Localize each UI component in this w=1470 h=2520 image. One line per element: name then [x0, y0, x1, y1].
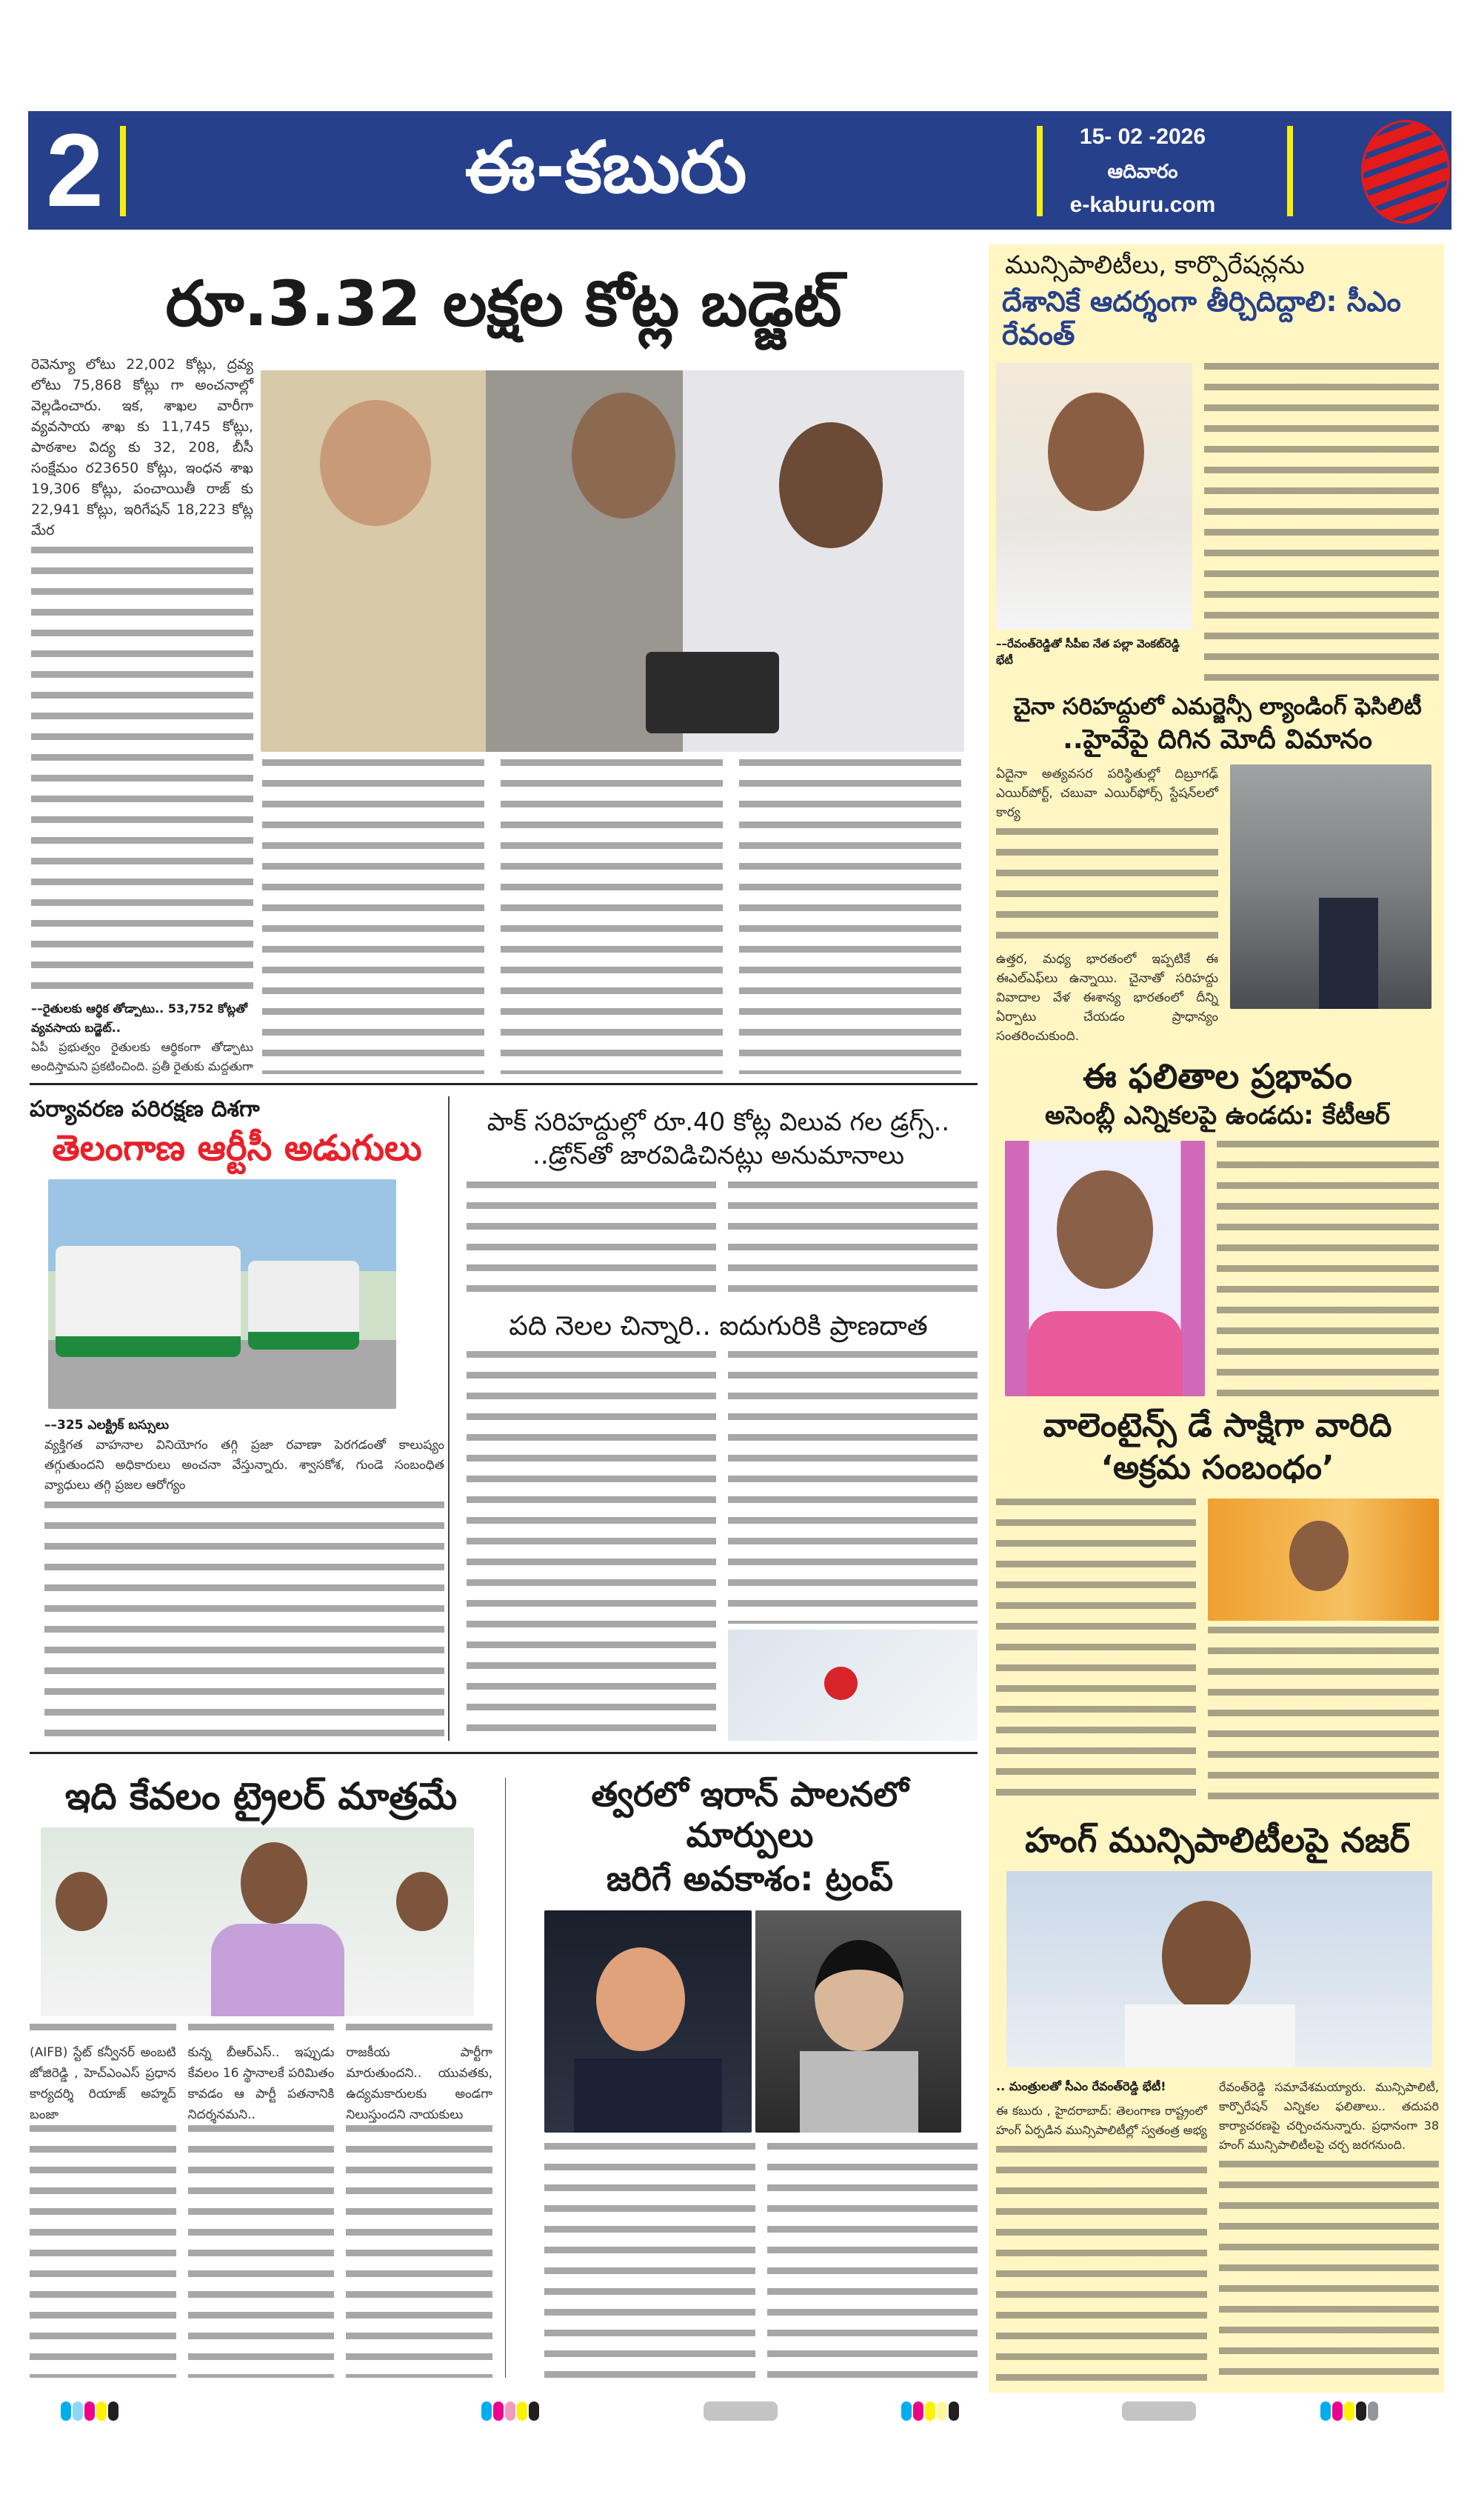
- baby-text: [467, 1351, 716, 1741]
- ktr-subheadline: అసెంబ్లీ ఎన్నికలపై ఉండదు: కేటీఆర్: [1045, 1100, 1390, 1130]
- kavitha-text: [30, 2125, 176, 2378]
- ktr-text: [1217, 1141, 1439, 1396]
- hang-headline: హంగ్ మున్సిపాలిటీలపై నజర్: [1025, 1819, 1410, 1860]
- china-subheadline: ..హైవేపై దిగిన మోదీ విమానం: [1063, 724, 1372, 756]
- valentine-photo: [1208, 1499, 1439, 1621]
- color-swatch: [529, 2401, 539, 2421]
- valentine-headline: వాలెంటైన్స్ డే సాక్షిగా వారిది: [1043, 1407, 1392, 1445]
- revanth-photo: [996, 363, 1192, 630]
- hang-story: [996, 2078, 1439, 2387]
- divider: [30, 1083, 978, 1085]
- drugs-text: [728, 1181, 978, 1300]
- middle-stories: [459, 1107, 978, 1741]
- color-swatch: [96, 2401, 107, 2421]
- color-swatch: [1344, 2401, 1354, 2421]
- china-headline: చైనా సరిహద్దులో ఎమర్జెన్సీ ల్యాండింగ్ ఫెసిలిటీ: [1013, 693, 1422, 720]
- divider: [30, 1752, 978, 1754]
- drugs-story: [459, 1181, 978, 1300]
- kavitha-column-1: (AIFB) స్టేట్ కన్వీనర్ అంబటి జోజిరెడ్డి , హెచ్ఎంఎస్ ప్రధాన కార్యదర్శి రియాజ్ అహ్మద్ బంజా: [30, 2045, 176, 2122]
- color-swatch: [517, 2401, 527, 2421]
- website-link[interactable]: e-kaburu.com: [1069, 193, 1216, 217]
- color-swatch: [1356, 2401, 1366, 2421]
- color-swatch: [1332, 2401, 1343, 2421]
- ktr-headline: ఈ ఫలితాల ప్రభావం: [1083, 1056, 1352, 1097]
- rtc-story: [30, 1096, 444, 1741]
- color-swatch: [949, 2401, 959, 2421]
- color-registration-mark: [1320, 2401, 1380, 2424]
- color-swatch: [1368, 2401, 1378, 2421]
- baby-headline: పది నెలల చిన్నారి.. ఐదుగురికి ప్రాణదాత: [509, 1310, 928, 1341]
- iran-story: [522, 1774, 978, 2378]
- rtc-headline: తెలంగాణ ఆర్టీసీ అడుగులు: [52, 1127, 422, 1169]
- kavitha-text: [188, 2125, 335, 2378]
- china-tail: ఉత్తర, మధ్య భారతంలో ఇప్పటికే ఈ ఈఎల్ఎఫ్‌లు ఉన్నాయి. చైనాతో సరిహద్దు వివాదాల వేళ ఈశాన్య భారతంలో దీన్ని ఏర్పాటు చేయడం ప్రాధాన్యం సంతరించుకుంది.: [996, 952, 1218, 1044]
- color-swatch: [901, 2401, 912, 2421]
- kavitha-text: [346, 2024, 492, 2042]
- color-swatch: [108, 2401, 118, 2421]
- color-swatch: [61, 2401, 71, 2421]
- color-swatch: [925, 2401, 935, 2421]
- valentine-text: [1208, 1627, 1439, 1810]
- drugs-text: [467, 1181, 716, 1300]
- divider: [448, 1096, 450, 1741]
- kavitha-headline: ఇది కేవలం ట్రైలర్ మాత్రమే: [64, 1775, 458, 1818]
- color-swatch: [73, 2401, 83, 2421]
- color-swatch: [937, 2401, 947, 2421]
- iran-subheadline: జరిగే అవకాశం: ట్రంప్: [606, 1859, 894, 1899]
- color-registration-mark: [901, 2401, 960, 2424]
- iran-text: [544, 2143, 755, 2378]
- budget-column: [262, 759, 484, 1074]
- color-swatch: [1320, 2401, 1331, 2421]
- valentine-text: [996, 1499, 1196, 1810]
- iran-photos: [522, 1910, 978, 2133]
- kavitha-columns: [30, 2024, 492, 2378]
- ktr-story: [996, 1141, 1439, 1396]
- page-number: 2: [46, 112, 104, 228]
- budget-text: [31, 547, 253, 993]
- iran-columns: [522, 2143, 978, 2378]
- divider: [1287, 126, 1293, 216]
- kavitha-column-2: కున్న బీఆర్ఎస్.. ఇప్పుడు కేవలం 16 స్థానాలకే పరిమితం కావడం ఆ పార్టీ పతనానికి నిదర్శనమని..: [187, 2045, 335, 2122]
- divider: [505, 1778, 506, 2378]
- hang-caption: .. మంత్రులతో సీఎం రేవంత్‌రెడ్డి భేటీ!: [996, 2079, 1166, 2094]
- gray-mark: [1122, 2401, 1196, 2421]
- china-story: [996, 764, 1439, 1046]
- kavitha-story: [30, 1774, 492, 2378]
- iran-text: [767, 2143, 978, 2378]
- valentine-subheadline: ‘అక్రమ సంబంధం’: [1100, 1449, 1334, 1487]
- color-swatch: [505, 2401, 515, 2421]
- revanth-caption: ––రేవంత్‌రెడ్డితో సీపీఐ నేత పల్లా వెంకట్‌రెడ్డి భేటీ: [996, 636, 1180, 667]
- china-photo: [1230, 764, 1431, 1009]
- date: 15- 02 -2026: [1079, 124, 1206, 149]
- hang-lead: ఈ కబురు , హైదరాబాద్: తెలంగాణ రాష్ట్రంలో హంగ్ ఏర్పడిన మున్సిపాలిటీల్లో స్వతంత్ర అభ్య: [996, 2104, 1207, 2138]
- rtc-lead: వ్యక్తిగత వాహనాల వినియోగం తగ్గి ప్రజా రవాణా పెరగడంతో కాలుష్యం తగ్గుతుందని అధికారులు అంచనా వేస్తున్నారు. శ్వాసకోశ, గుండె సంబంధిత వ్యాధులు తగ్గి ప్రజల ఆరోగ్యం: [44, 1437, 444, 1493]
- iran-headline: త్వరలో ఇరాన్ పాలనలో మార్పులు: [591, 1774, 909, 1856]
- kavitha-text: [188, 2024, 335, 2042]
- budget-subhead: ––రైతులకు ఆర్థిక తోడ్పాటు.. 53,752 కోట్లతో వ్యవసాయ బడ్జెట్..: [31, 1001, 247, 1035]
- budget-subtext: ఏపీ ప్రభుత్వం రైతులకు ఆర్థికంగా తోడ్పాటు అందిస్తామని ప్రకటించింది. ప్రతీ రైతుకు మద్దతుగా: [31, 1040, 253, 1073]
- baby-text: [728, 1351, 978, 1624]
- color-registration-mark: [481, 2401, 541, 2424]
- rtc-kicker: పర్యావరణ పరిరక్షణ దిశగా: [30, 1096, 260, 1122]
- revanth-story: [996, 363, 1439, 681]
- color-swatch: [481, 2401, 492, 2421]
- china-text: [996, 828, 1218, 944]
- kavitha-text: [346, 2125, 492, 2378]
- baby-story: [459, 1351, 978, 1741]
- budget-photo: [261, 370, 964, 752]
- budget-column: [739, 759, 961, 1074]
- sidebar-content: [996, 250, 1439, 2387]
- hang-column: రేవంత్‌రెడ్డి సమావేశమయ్యారు. మున్సిపాలిటీ, కార్పొరేషన్ ఎన్నికల ఫలితాలు.. తదుపరి కార్యాచరణపై చర్చించనున్నారు. ప్రధానంగా 38 హంగ్ మున్సిపాలిటీలపై చర్చ జరగనుంది.: [1219, 2080, 1439, 2153]
- ktr-photo: [1005, 1141, 1205, 1396]
- rtc-bus-photo: [48, 1179, 396, 1409]
- color-swatch: [913, 2401, 923, 2421]
- day: ఆదివారం: [1107, 160, 1178, 182]
- budget-column: [501, 759, 723, 1074]
- logo-icon: [1361, 120, 1450, 224]
- khamenei-photo: [755, 1910, 961, 2133]
- hang-photo: [1006, 1871, 1432, 2067]
- budget-left-column: [31, 354, 253, 1076]
- divider: [120, 126, 126, 216]
- masthead-title: ఈ-కబురు: [464, 126, 747, 209]
- revanth-kicker: మున్సిపాలిటీలు, కార్పొరేషన్లను: [1005, 250, 1305, 280]
- revanth-text: [1204, 363, 1439, 681]
- revanth-headline: దేశానికే ఆదర్శంగా తీర్చిదిద్దాలి: సీఎం రేవంత్: [1002, 284, 1401, 352]
- gray-mark: [704, 2401, 778, 2421]
- valentine-story: [996, 1499, 1439, 1810]
- hang-text: [996, 2146, 1207, 2387]
- divider: [1037, 126, 1043, 216]
- color-swatch: [493, 2401, 504, 2421]
- kavitha-column-3: రాజకీయ పార్టీగా మారుతుందని.. యువతకు, ఉద్యమకారులకు అండగా నిలుస్తుందని నాయకులు: [346, 2045, 493, 2122]
- budget-lead: రెవెన్యూ లోటు 22,002 కోట్లు, ద్రవ్య లోటు 75,868 కోట్లు గా అంచనాల్లో వెల్లడించారు. ఇక, శాఖల వారీగా వ్యవసాయ శాఖ కు 11,745 కోట్లు, పాఠశాల విద్య కు 32, 208, బీసీ సంక్షేమం ర23650 కోట్లు, ఇంధన శాఖ 19,306 కోట్లు, పంచాయితీ రాజ్ కు 22,941 కోట్లు, ఇరిగేషన్ 18,223 కోట్ల మేర: [31, 356, 253, 539]
- drugs-subheadline: ..డ్రోన్‌తో జారవిడిచినట్లు అనుమానాలు: [532, 1140, 904, 1170]
- color-registration-mark: [61, 2401, 120, 2424]
- rtc-text: [44, 1501, 444, 1741]
- china-lead: ఏదైనా అత్యవసర పరిస్థితుల్లో దిబ్రూగఢ్ ఎయిర్‌పోర్ట్, చబువా ఎయిర్‌ఫోర్స్ స్టేషన్‌లలో కార్య: [996, 767, 1218, 821]
- drugs-headline: పాక్ సరిహద్దుల్లో రూ.40 కోట్ల విలువ గల డ్రగ్స్..: [487, 1107, 950, 1137]
- rtc-subhead: ––325 ఎలక్ట్రిక్ బస్సులు: [44, 1417, 170, 1433]
- budget-headline: రూ.3.32 లక్షల కోట్ల బడ్జెట్: [165, 267, 842, 340]
- masthead-bar: [28, 111, 1451, 230]
- hang-text: [1219, 2161, 1439, 2387]
- trump-photo: [544, 1910, 752, 2133]
- baby-photo: [728, 1630, 978, 1741]
- kavitha-photo: [41, 1827, 474, 2016]
- kavitha-text: [30, 2024, 176, 2042]
- color-swatch: [84, 2401, 95, 2421]
